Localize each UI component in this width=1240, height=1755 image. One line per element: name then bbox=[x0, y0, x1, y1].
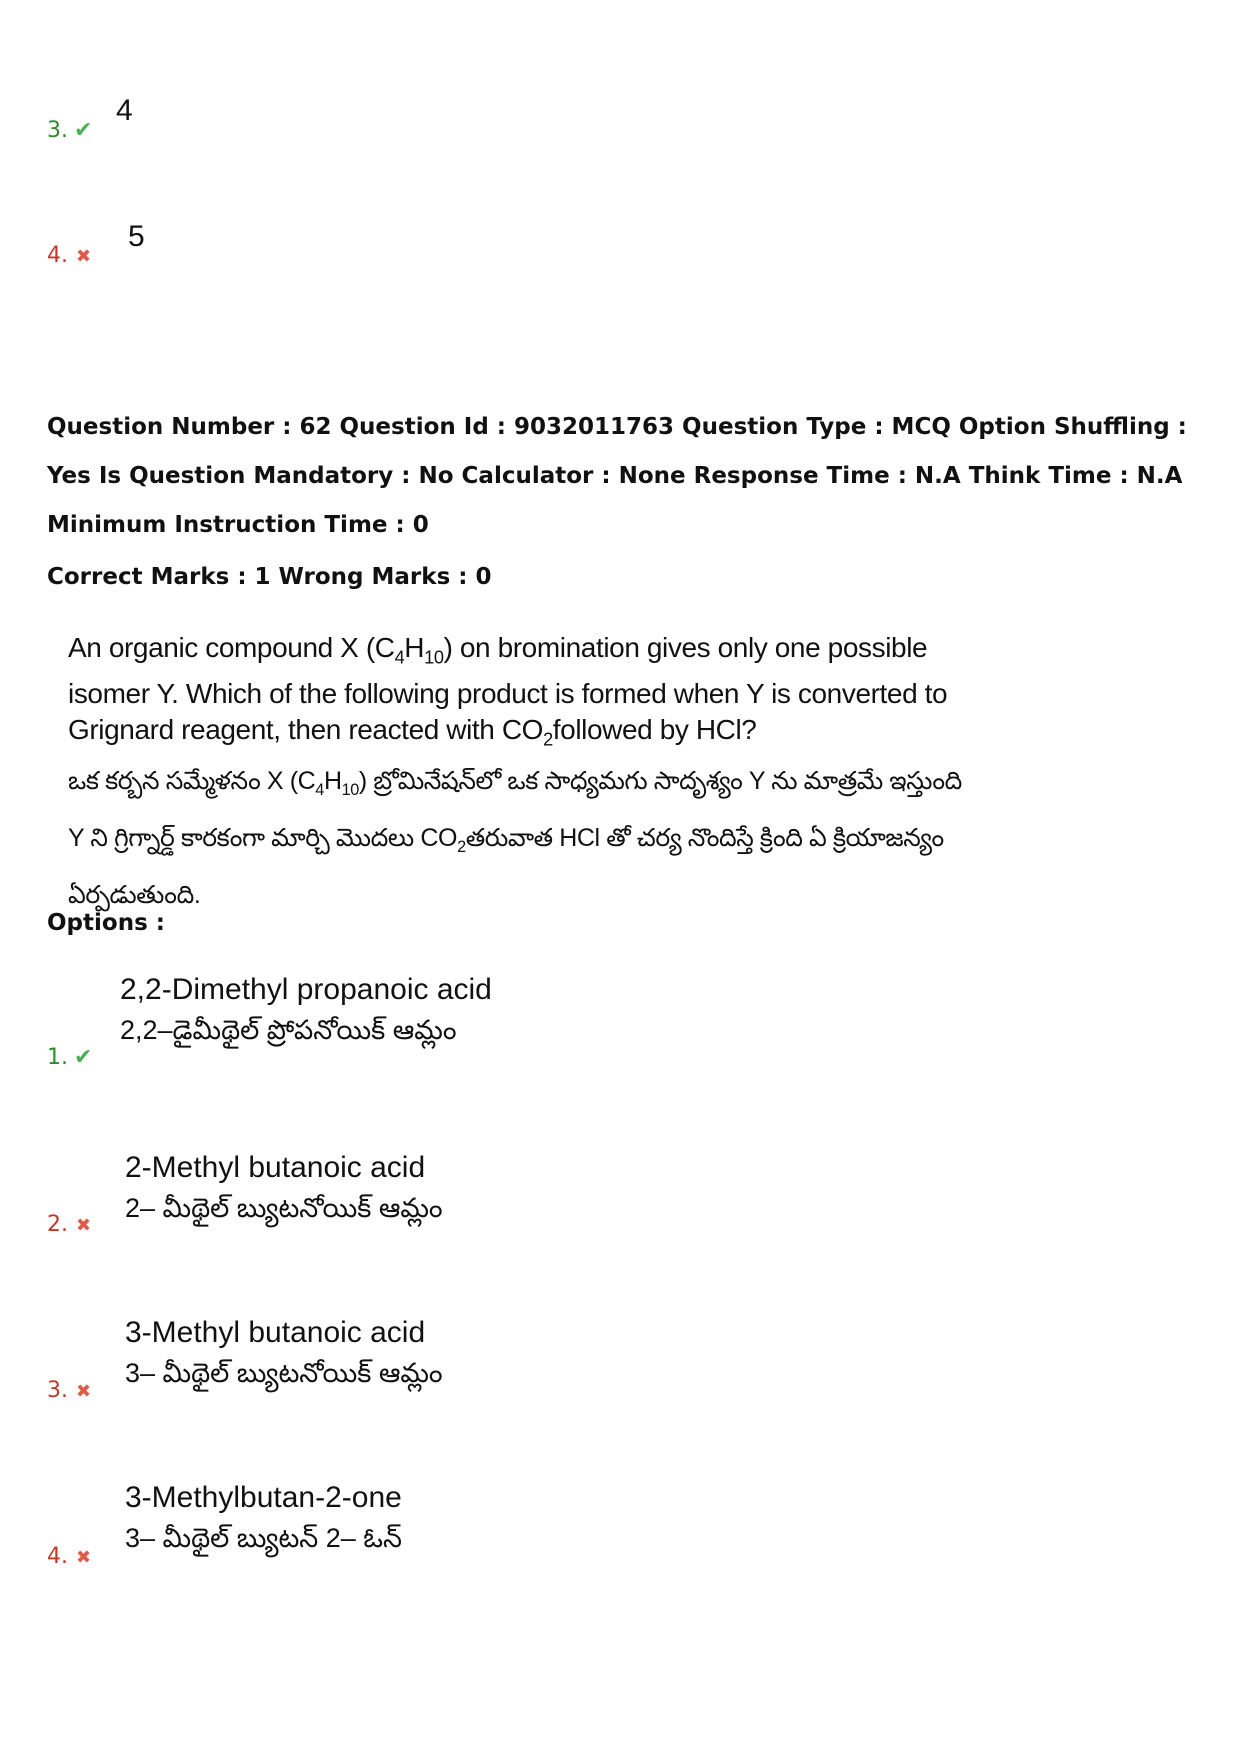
option-english: 2,2-Dimethyl propanoic acid bbox=[120, 973, 492, 1006]
option-telugu: 2– మీథైల్ బ్యుటనోయిక్ ఆమ్లం bbox=[125, 1193, 443, 1223]
option-telugu: 3– మీథైల్ బ్యుటనోయిక్ ఆమ్లం bbox=[125, 1358, 443, 1388]
option-number: 4. ✖ bbox=[47, 1544, 92, 1569]
option-answer bbox=[125, 1148, 443, 1228]
question-telugu: ఒక కర్బన సమ్మేళనం X $(C_4H_{10})$ బ్రోమినేషన్‌లో ఒక సాధ్యమగు సాదృశ్యం Y ను మాత్రమే ఇస్తుంది Y ని గ్రిగ్నార్డ్ కారకంగా మార్చి మొదలు $CO_2తరువాత$ HCl తో చర్య నొందిస్తే క్రింది ఏ క్రియాజన్యం ఏర్పడుతుంది. bbox=[68, 767, 962, 910]
cross-icon: ✖ bbox=[76, 1215, 92, 1236]
option-english: 3-Methylbutan-2-one bbox=[125, 1481, 402, 1514]
prev-option-value: 4 bbox=[116, 94, 133, 127]
marks-line: Correct Marks : 1 Wrong Marks : 0 bbox=[47, 564, 492, 590]
option-answer bbox=[125, 1313, 443, 1393]
question-meta: Question Number : 62 Question Id : 9032011763 Question Type : MCQ Option Shuffling : Yes Is Question Mandatory : No Calculator : None Response Time : N.A Think Time : N.A Minimum Instruction Time : 0 bbox=[47, 414, 1187, 538]
option-answer bbox=[125, 1478, 402, 1558]
cross-icon: ✖ bbox=[76, 1547, 92, 1568]
check-icon: ✔ bbox=[74, 1045, 93, 1070]
prev-option-number: 3. ✔ bbox=[47, 118, 93, 143]
option-telugu: 2,2–డైమీథైల్ ప్రోపనోయిక్ ఆమ్లం bbox=[120, 1015, 457, 1045]
options-label: Options : bbox=[47, 910, 165, 936]
option-answer bbox=[120, 970, 492, 1050]
check-icon: ✔ bbox=[74, 118, 93, 143]
cross-icon: ✖ bbox=[76, 246, 92, 267]
question-english: An organic compound X $(C_4H_{10})$ on bromination gives only one possible isomer Y. Which of the following product is formed when Y is converted to Grignard reagent, then reacted with $CO_2followed$ by HCl? bbox=[68, 632, 948, 750]
question-text bbox=[68, 630, 968, 919]
option-number: 3. ✖ bbox=[47, 1378, 92, 1403]
option-english: 3-Methyl butanoic acid bbox=[125, 1316, 426, 1349]
option-english: 2-Methyl butanoic acid bbox=[125, 1151, 426, 1184]
prev-option-value: 5 bbox=[128, 220, 145, 253]
cross-icon: ✖ bbox=[76, 1381, 92, 1402]
option-number: 1. ✔ bbox=[47, 1045, 93, 1070]
prev-option-number: 4. ✖ bbox=[47, 243, 92, 268]
option-telugu: 3– మీథైల్ బ్యుటన్ 2– ఓన్ bbox=[125, 1523, 402, 1553]
option-number: 2. ✖ bbox=[47, 1212, 92, 1237]
